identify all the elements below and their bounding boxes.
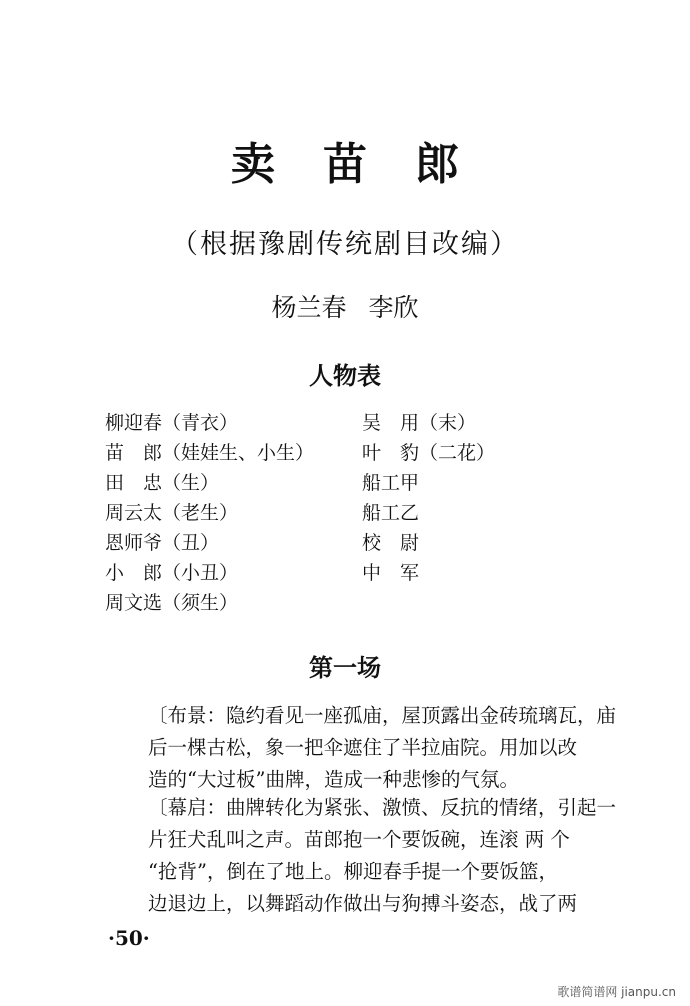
cast-entry: 船工乙: [362, 502, 420, 524]
text-line: 片狂犬乱叫之声。苗郎抱一个要饭碗，连滚 两 个: [148, 828, 570, 851]
cast-list-left: [105, 408, 314, 618]
text-line: 边退边上，以舞蹈动作做出与狗搏斗姿态，战了两: [148, 892, 578, 915]
cast-entry: 校 尉: [362, 532, 420, 554]
text-line: 造的“大过板”曲牌，造成一种悲惨的气氛。: [148, 768, 519, 791]
cast-list-right: [362, 408, 495, 588]
cast-entry: 柳迎春（青衣）: [105, 412, 239, 434]
cast-entry: 苗 郎（娃娃生、小生）: [105, 442, 315, 464]
scene-heading: 第一场: [309, 653, 381, 682]
cast-entry: 小 郎（小丑）: [105, 562, 239, 584]
watermark: 歌谱简谱网 jianpu.cn: [557, 985, 676, 999]
author-name: 杨兰春: [271, 293, 347, 322]
cast-entry: 恩师爷（丑）: [105, 532, 220, 554]
page-number: ·50·: [108, 926, 150, 950]
play-title: 卖苗郎: [231, 139, 507, 190]
cast-heading: 人物表: [309, 361, 381, 390]
cast-entry: 田 忠（生）: [105, 472, 220, 494]
text-line: 后一棵古松，象一把伞遮住了半拉庙院。用加以改: [148, 736, 578, 759]
text-line: 〔布景：隐约看见一座孤庙，屋顶露出金砖琉璃瓦，庙: [148, 704, 617, 727]
author-name: 李欣: [368, 293, 419, 322]
setting-direction: [148, 700, 626, 796]
text-line: “抢背”，倒在了地上。柳迎春手提一个要饭篮，: [148, 860, 558, 883]
cast-entry: 吴 用（末）: [362, 412, 477, 434]
cast-entry: 中 军: [362, 562, 420, 584]
cast-entry: 周文选（须生）: [105, 592, 239, 614]
play-subtitle: （根据豫剧传统剧目改编）: [171, 229, 519, 260]
cast-entry: 船工甲: [362, 472, 420, 494]
cast-entry: 周云太（老生）: [105, 502, 239, 524]
opening-direction: [148, 792, 626, 920]
authors: [0, 288, 690, 324]
cast-entry: 叶 豹（二花）: [362, 442, 496, 464]
text-line: 〔幕启：曲牌转化为紧张、激愤、反抗的情绪，引起一: [148, 796, 617, 819]
